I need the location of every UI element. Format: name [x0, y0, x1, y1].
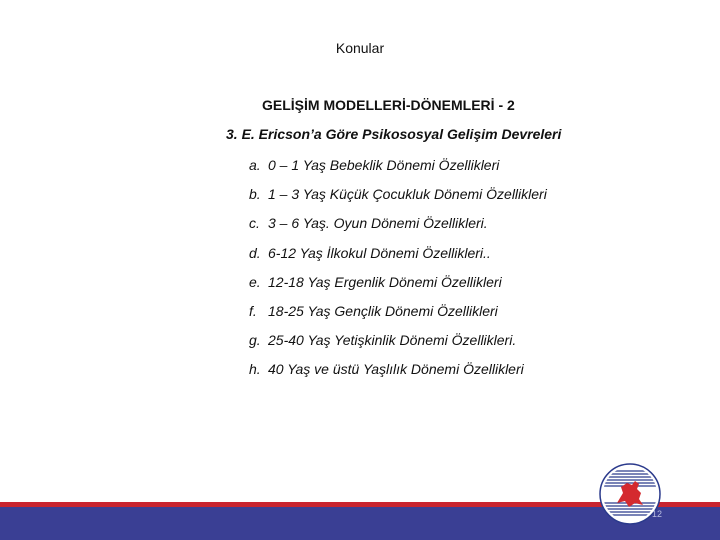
list-marker: e.	[249, 273, 261, 290]
page-number: 12	[652, 509, 663, 519]
slide-title: Konular	[335, 40, 385, 56]
list-marker: c.	[249, 215, 260, 232]
list-item	[249, 360, 547, 389]
list-item	[249, 331, 547, 360]
list-marker: b.	[249, 186, 261, 203]
list-marker: g.	[249, 332, 261, 349]
slide-subtitle: GELİŞİM MODELLERİ-DÖNEMLERİ - 2	[262, 97, 515, 113]
list-marker: d.	[249, 244, 261, 261]
list-item	[249, 244, 547, 273]
list-item-text: 3 – 6 Yaş. Oyun Dönemi Özellikleri.	[268, 215, 488, 232]
list-item	[249, 273, 547, 302]
list-marker: a.	[249, 157, 261, 173]
list-item-text: 0 – 1 Yaş Bebeklik Dönemi Özellikleri	[268, 157, 500, 173]
list-item-text: 1 – 3 Yaş Küçük Çocukluk Dönemi Özellikleri	[268, 186, 547, 203]
list-item	[249, 156, 547, 185]
list-item-text: 6-12 Yaş İlkokul Dönemi Özellikleri..	[268, 244, 491, 261]
list-item-text: 18-25 Yaş Gençlik Dönemi Özellikleri	[268, 302, 498, 319]
list-item	[249, 214, 547, 243]
list-marker: f.	[249, 302, 257, 319]
topic-list	[249, 156, 547, 390]
list-item-text: 40 Yaş ve üstü Yaşlılık Dönemi Özellikleri	[268, 361, 524, 378]
list-item-text: 12-18 Yaş Ergenlik Dönemi Özellikleri	[268, 273, 502, 290]
section-heading: 3. E. Ericson’a Göre Psikososyal Gelişim Devreleri	[226, 126, 562, 142]
list-item	[249, 302, 547, 331]
list-item	[249, 185, 547, 214]
list-marker: h.	[249, 361, 261, 378]
list-item-text: 25-40 Yaş Yetişkinlik Dönemi Özellikleri.	[268, 332, 517, 349]
